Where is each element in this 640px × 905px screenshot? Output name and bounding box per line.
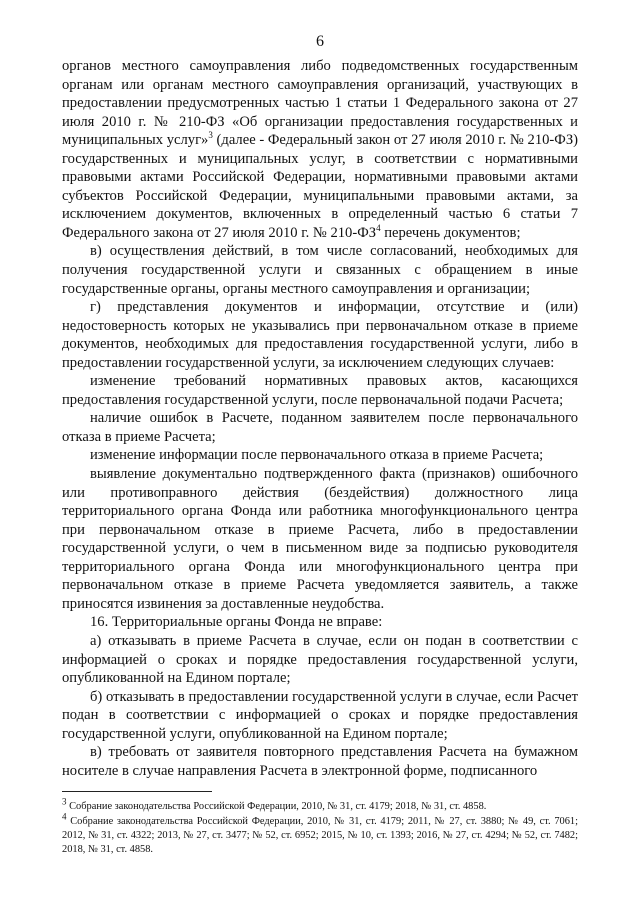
paragraph-text: органов местного самоуправления либо подведомственных государственным органам или органам местного самоуправления организаций, участвующих в предоставлении предусмотренных частью 1 статьи 1 Федерального закона от 27 июля 2010 г. № 210-ФЗ «Об организации предоставления государственных и муниципальных услуг» bbox=[62, 58, 578, 149]
paragraph-16b: б) отказывать в предоставлении государственной услуги в случае, если Расчет подан в соответствии с информацией о сроках и порядке предоставления государственной услуги, опубликованной на Едином портале; bbox=[62, 688, 578, 742]
footnote-4 bbox=[62, 811, 578, 857]
footnote-text: Собрание законодательства Российской Федерации, 2010, № 31, ст. 4179; 2011, № 27, ст. 3880; № 49, ст. 7061; 2012, № 31, ст. 4322; 2013, № 27, ст. 3477; № 52, ст. 6952; 2015, № 10, ст. 1393; 2016, № 27, ст. 4294; № 52, ст. 7482; 2018, № 31, ст. 4858. bbox=[62, 816, 578, 855]
paragraph-case-2: наличие ошибок в Расчете, поданном заявителем после первоначального отказа в приеме Расчета; bbox=[62, 410, 578, 445]
paragraph-continuation bbox=[62, 57, 578, 242]
footnotes bbox=[62, 796, 578, 858]
paragraph-v: в) осуществления действий, в том числе согласований, необходимых для получения государственной услуги и связанных с обращением в иные государственные органы, органы местного самоуправления и организации; bbox=[62, 243, 578, 297]
paragraph-text: перечень документов; bbox=[380, 224, 521, 241]
footnote-ref-3: 3 bbox=[208, 130, 213, 141]
paragraph-case-4: выявление документально подтвержденного факта (признаков) ошибочного или противоправного действия (бездействия) должностного лица территориального органа Фонда или работника многофункционального центра при первоначальном отказе в приеме Расчета, либо в предоставлении государственной услуги, о чем в письменном виде за подписью руководителя территориального органа Фонда или многофункционального центра при первоначальном отказе в приеме Расчета уведомляется заявитель, а также приносятся извинения за доставленные неудобства. bbox=[62, 466, 578, 612]
footnote-text: Собрание законодательства Российской Федерации, 2010, № 31, ст. 4179; 2018, № 31, ст. 4858. bbox=[66, 801, 487, 812]
paragraph-case-1: изменение требований нормативных правовых актов, касающихся предоставления государственной услуги, после первоначальной подачи Расчета; bbox=[62, 373, 578, 408]
paragraph-section-16: 16. Территориальные органы Фонда не вправе: bbox=[90, 614, 383, 631]
paragraph-g: г) представления документов и информации, отсутствие и (или) недостоверность которых не указывались при первоначальном отказе в приеме документов, необходимых для предоставления государственной услуги, либо в предоставлении государственной услуги, за исключением следующих случаев: bbox=[62, 299, 578, 371]
paragraph-16v: в) требовать от заявителя повторного представления Расчета на бумажном носителе в случае направления Расчета в электронной форме, подписанного bbox=[62, 744, 578, 779]
footnote-marker: 3 bbox=[62, 796, 67, 807]
paragraph-text: (далее - Федеральный закон от 27 июля 2010 г. № 210-ФЗ) государственных и муниципальных услуг, в соответствии с нормативными правовыми актами Российской Федерации, нормативными правовыми актами субъектов Российской Федерации, муниципальными правовыми актами, за исключением документов, включенных в определенный частью 6 статьи 7 Федерального закона от 27 июля 2010 г. № 210-ФЗ bbox=[62, 132, 578, 241]
footnote-divider bbox=[62, 791, 212, 792]
footnote-marker: 4 bbox=[62, 811, 67, 822]
footnote-ref-4: 4 bbox=[376, 223, 381, 234]
paragraph-16a: а) отказывать в приеме Расчета в случае, если он подан в соответствии с информацией о сроках и порядке предоставления государственной услуги, опубликованной на Едином портале; bbox=[62, 632, 578, 687]
page-number: 6 bbox=[316, 33, 324, 50]
document-body bbox=[62, 57, 578, 780]
footnote-3 bbox=[62, 796, 578, 814]
paragraph-case-3: изменение информации после первоначального отказа в приеме Расчета; bbox=[90, 447, 544, 464]
